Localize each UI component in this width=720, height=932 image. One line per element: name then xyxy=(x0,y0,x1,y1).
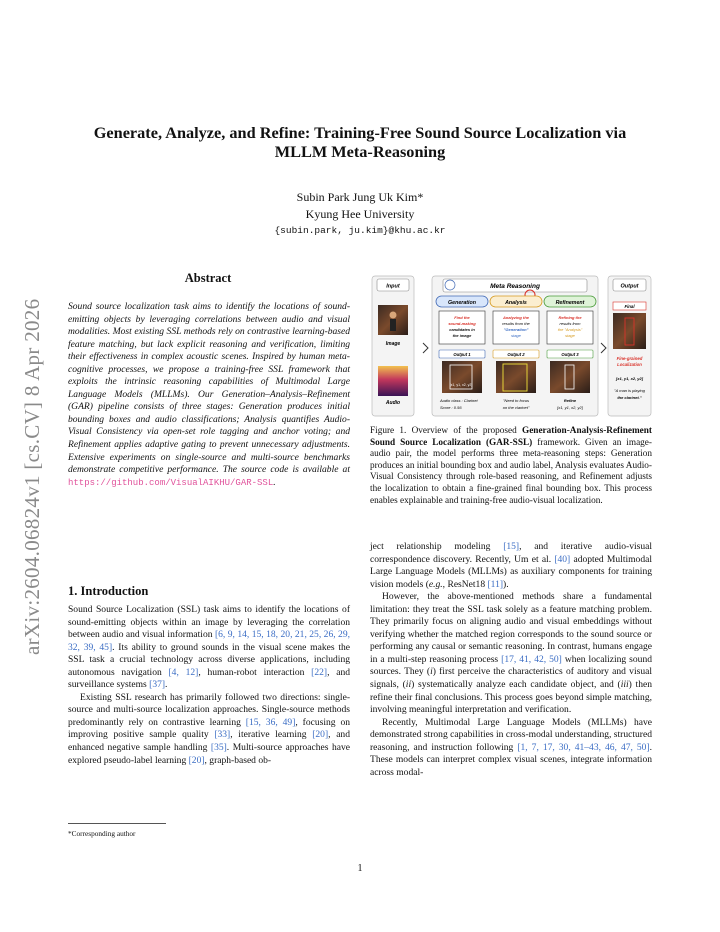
text-run: ) systematically analyze each candidate object, and ( xyxy=(411,679,621,691)
text-run: , iterative learning xyxy=(230,729,313,741)
text-run: . xyxy=(165,679,168,691)
citation-link[interactable]: [15] xyxy=(503,541,520,552)
text-run: . These models can interpret complex visual scenes, integrate information across modal- xyxy=(370,741,653,778)
page-number: 1 xyxy=(357,863,363,874)
text-run: , and surveillance systems xyxy=(68,666,351,691)
text-run: , and enhanced negative sample handling xyxy=(68,729,350,754)
text-run: , human-robot interaction xyxy=(198,666,312,678)
text-run: , and iterative audio-visual correspondence discovery. Recently, Um et al. xyxy=(370,541,652,565)
text-run: . Its ability to ground sounds in the visual scene makes the SSL task a crucial technology across diverse applications, including autonomous navigation xyxy=(68,641,350,678)
intro-paragraph-2 xyxy=(68,692,350,767)
citation-link[interactable]: [40] xyxy=(554,553,571,565)
citation-link[interactable]: [6, 9, 14, 15, 18, 20, 21, 25, 26, 29, 32, 39, 45] xyxy=(68,629,350,653)
text-run: adopted Multimodal Large Language Models (MLLMs) as auxiliary components for training vision models ( xyxy=(370,553,652,590)
arrow-icon xyxy=(601,343,606,353)
arrow-icon xyxy=(423,343,428,353)
need-focus-text: "Need to focus on the clarinet" xyxy=(502,398,530,410)
citation-link[interactable]: [37] xyxy=(149,679,166,691)
generation-description: Find the sound-making candidates in the image xyxy=(448,315,476,338)
footnote: *Corresponding author xyxy=(68,829,136,838)
meta-reasoning-label: Meta Reasoning xyxy=(490,283,540,290)
text-run: Generation-Analysis-Refinement Sound Source Localization (GAR-SSL) xyxy=(370,426,652,448)
intro-body xyxy=(68,604,350,767)
text-run: , graph-based ob- xyxy=(204,754,272,766)
audio-class-text: Audio class : Clarinet Score : 0.56 xyxy=(440,398,478,410)
analysis-description: Analyzing the results from the "Generation" stage xyxy=(502,315,530,338)
text-run: , ResNet18 xyxy=(442,578,488,590)
output-label: Output xyxy=(620,283,639,290)
citation-link[interactable]: [35] xyxy=(210,742,227,754)
citation-link[interactable]: [4, 12] xyxy=(168,666,199,678)
output1-coords: [x1, y1, x2, y2] xyxy=(449,383,473,387)
final-label: Final xyxy=(624,304,635,309)
refine-text: Refine [x1, y1, x2, y2] xyxy=(557,398,583,410)
figure-1-diagram xyxy=(370,273,653,419)
text-run: ). xyxy=(503,578,509,590)
text-run: framework. Given an image-audio pair, the model performs three meta-reasoning steps: Generation produces an initial bounding box and audio label, Analysis evaluates Audio-Visual Consistency through role-based reasoning, and Refinement adjusts the localization to obtain a fine-grained final bounding box. This process enables explainable and training-free audio-visual localization. xyxy=(370,437,652,506)
refinement-description: Refining the results from the "Analysis" stage xyxy=(557,315,583,338)
authors: Subin Park Jung Uk Kim* xyxy=(296,190,424,204)
fine-grained-label: Fine-grained Localization xyxy=(616,356,643,367)
right-paragraph-2 xyxy=(370,591,652,716)
text-run: . Multi-source approaches have explored pseudo-label learning xyxy=(68,742,350,766)
citation-link[interactable]: [17, 41, 42, 50] xyxy=(501,653,562,665)
robot-icon xyxy=(445,280,455,290)
citation-link[interactable]: [22] xyxy=(311,666,328,678)
refinement-label: Refinement xyxy=(555,300,585,306)
text-run: e.g. xyxy=(428,578,443,590)
image-label: Image xyxy=(385,341,401,347)
output2-image xyxy=(496,361,536,393)
citation-link[interactable]: [15, 36, 49] xyxy=(245,716,296,728)
intro-paragraph-1 xyxy=(68,604,350,692)
text-run: Existing SSL research has primarily followed two directions: single-source and multi-source localization approaches. Single-source methods predominantly rely on contrastive learning xyxy=(68,691,350,728)
citation-link[interactable]: [33] xyxy=(214,729,231,741)
text-run: Sound Source Localization (SSL) task aims to identify the locations of sound-emitting objects within an image by leveraging the correlation between audio and visual information xyxy=(68,604,350,641)
audio-spectrogram xyxy=(378,366,408,396)
citation-link[interactable]: [20] xyxy=(188,754,205,766)
output3-label: Output 3 xyxy=(561,352,579,357)
output2-label: Output 2 xyxy=(507,352,525,357)
text-run: ) first perceive the characteristics of auditory and visual signals, ( xyxy=(370,666,652,691)
code-link[interactable]: https://github.com/VisualAIKHU/GAR-SSL xyxy=(68,477,274,488)
figure-1 xyxy=(370,273,653,419)
right-column-body xyxy=(370,541,652,779)
text-run: ii xyxy=(405,679,412,691)
affiliation: Kyung Hee University xyxy=(305,207,415,221)
arxiv-stamp xyxy=(14,265,42,685)
footnote-rule xyxy=(68,823,166,824)
output1-image xyxy=(442,361,482,393)
arxiv-stamp-text: arXiv:2604.06824v1 [cs.CV] 8 Apr 2026 xyxy=(20,298,44,655)
abstract-body: Sound source localization task aims to identify the locations of sound-emitting objects by leveraging correlations between audio and visual modalities. Most existing SSL methods rely on contrastive learning-based feature matching, but lack explicit reasoning and verification, limiting their effectiveness in complex acoustic scenes. Inspired by human meta-cognitive processes, we propose a training-free SSL framework that exploits the intrinsic reasoning capabilities of Multimodal Large Language Models (MLLMs). Our Generation–Analysis–Refinement (GAR) pipeline consists of three stages: Generation produces initial bounding boxes and audio classifications; Analysis quantifies Audio-Visual Consistency via open-set role tagging and anchor voting; and Refinement applies adaptive gating to prevent unnecessary adjustments. Extensive experiments on single-source and multi-source benchmarks demonstrate competitive performance. The source code is available at https://github.com/VisualAIKHU/GAR-SSL. xyxy=(68,301,350,488)
audio-label: Audio xyxy=(385,400,401,406)
final-caption: "A man is playing the clarinet." xyxy=(614,388,645,400)
abstract-text: Sound source localization task aims to identify the locations of sound-emitting objects by leveraging correlations between audio and visual modalities. Most existing SSL methods rely on contrastive learning-based feature matching, but lack explicit reasoning and verification, limiting their effectiveness in complex acoustic scenes. Inspired by human meta-cognitive processes, we propose a training-free SSL framework that exploits the intrinsic reasoning capabilities of Multimodal Large Language Models (MLLMs). Our Generation–Analysis–Refinement (GAR) pipeline consists of three stages: Generation produces initial bounding boxes and audio classifications; Analysis quantifies Audio-Visual Consistency via open-set role tagging and anchor voting; and Refinement applies adaptive gating to prevent unnecessary adjustments. Extensive experiments on single-source and multi-source benchmarks demonstrate competitive performance. The source code is available at xyxy=(68,301,350,476)
generation-label: Generation xyxy=(448,300,476,306)
paper-title: Generate, Analyze, and Refine: Training-Free Sound Source Localization via MLLM Meta-Reasoning xyxy=(93,123,627,161)
output3-image xyxy=(550,361,590,393)
text-run: ) then refine their final conclusions. This process goes beyond simple matching, involving meaningful interpretation and verification. xyxy=(370,679,652,716)
right-paragraph-3 xyxy=(370,717,652,780)
text-run: i xyxy=(430,666,433,678)
citation-link[interactable]: [11] xyxy=(487,578,504,590)
abstract-heading: Abstract xyxy=(184,271,232,285)
figure-1-caption xyxy=(370,426,652,507)
text-run: , focusing on improving positive sample quality xyxy=(68,716,351,741)
right-paragraph-1 xyxy=(370,541,652,591)
input-label: Input xyxy=(386,283,400,290)
output1-label: Output 1 xyxy=(453,352,471,357)
intro-heading: 1. Introduction xyxy=(68,584,149,598)
analysis-label: Analysis xyxy=(505,300,527,306)
text-run: iii xyxy=(620,679,629,691)
text-run: when localizing sound sources. They ( xyxy=(370,653,652,678)
citation-link[interactable]: [1, 7, 17, 30, 41–43, 46, 47, 50] xyxy=(517,741,650,753)
final-coords: [x1, y1, x2, y2] xyxy=(615,376,644,381)
text-run: ject relationship modeling xyxy=(370,541,504,552)
email: {subin.park, ju.kim}@khu.ac.kr xyxy=(274,225,446,236)
text-run: Recently, Multimodal Large Language Models (MLLMs) have demonstrated strong capabilities in cross-modal understanding, structured reasoning, and instruction following xyxy=(370,716,652,753)
citation-link[interactable]: [20] xyxy=(312,729,329,741)
text-run: Figure 1. Overview of the proposed xyxy=(370,426,522,436)
text-run: However, the above-mentioned methods share a fundamental limitation: they treat the SSL task solely as a feature matching problem. They primarily focus on aligning audio and visual embeddings without verifying whether the matched region corresponds to the sound source or performing any causal or semantic reasoning. In contrast, humans engage in a multi-step reasoning process xyxy=(370,591,652,665)
